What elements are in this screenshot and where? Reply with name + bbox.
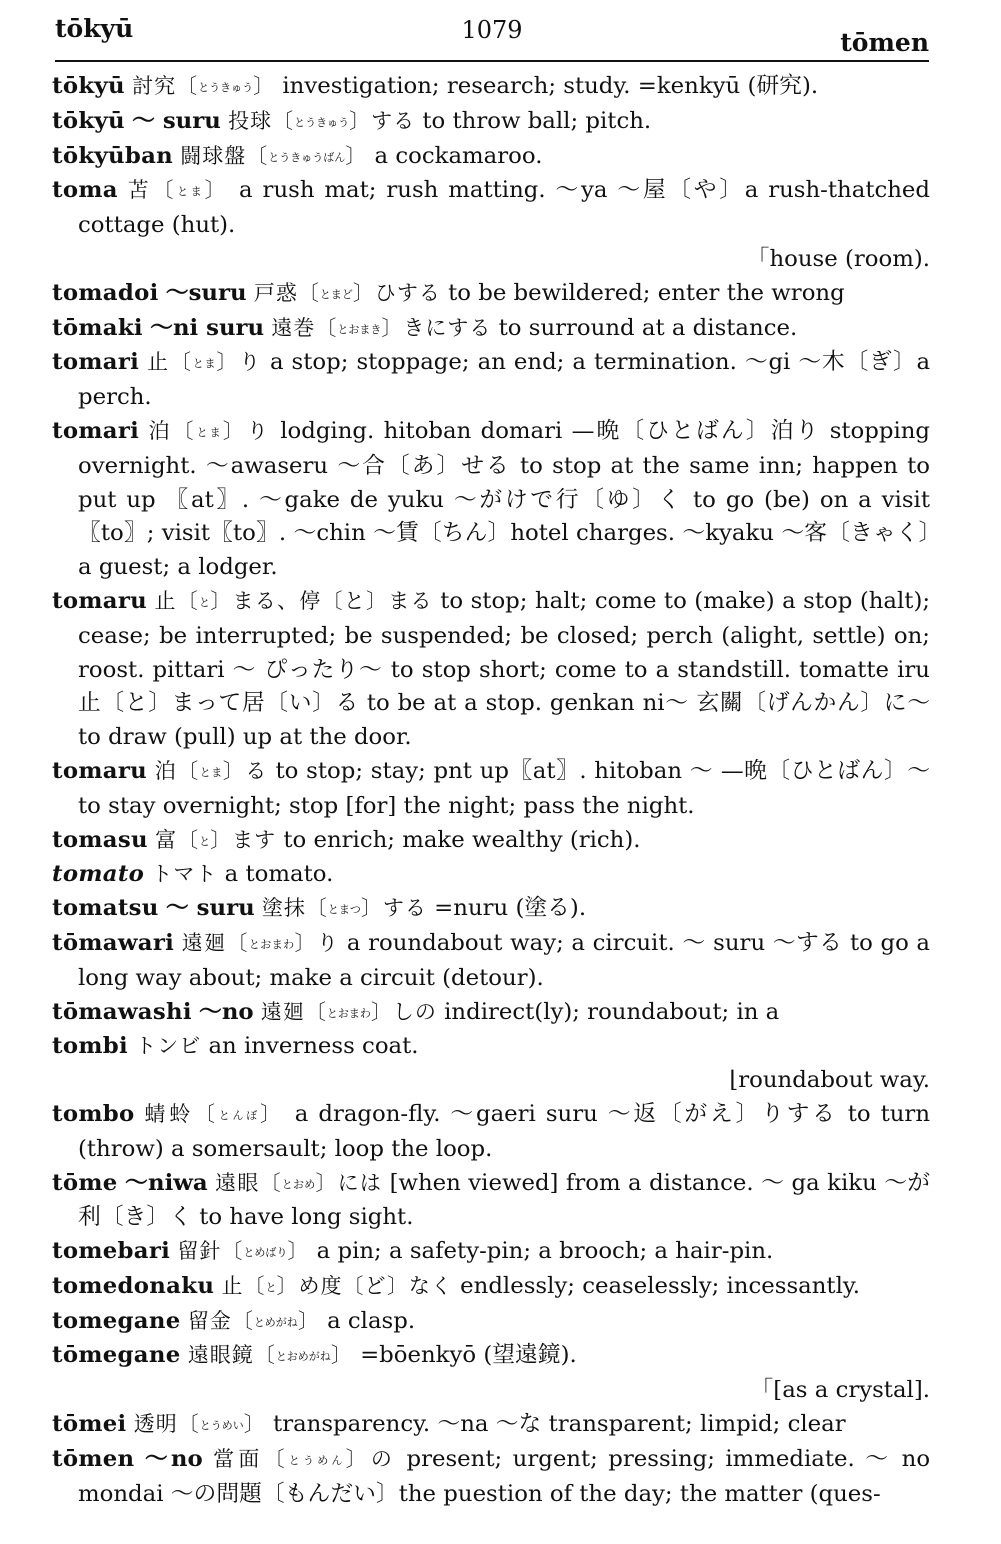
entry-kanji: 討究 (132, 74, 177, 98)
page-number: 1079 (461, 16, 523, 44)
entry-kana-suffix: きにする (403, 315, 492, 340)
entry-kanji: 留針 (177, 1239, 222, 1264)
entry-subform: ～ suru (132, 107, 221, 134)
entry-kana-suffix: しの (392, 999, 437, 1024)
entry-reading: とおめ (281, 1177, 316, 1191)
entry-kanji: 戸惑 (253, 280, 298, 305)
entry-overflow-line: 「house (room). (746, 245, 930, 272)
dictionary-entry: tombo 蜻蛉〔とんぼ〕 a dragon-fly. ～gaeri suru ～返〔がえ〕りする to turn (throw) a somersault; loop the loop. (52, 1100, 931, 1162)
entry-reading: とんぼ (218, 1108, 261, 1122)
dictionary-entry: tōkyū 討究〔とうきゅう〕 investigation; research; study. =kenkyū (研究). (52, 73, 819, 99)
dictionary-entry: tomadoi ～suru 戸惑〔とまど〕ひする to be bewildered; enter the wrong (52, 279, 845, 306)
entry-headword: tomato (52, 861, 145, 888)
entry-kanji: 止 (147, 350, 170, 375)
entry-kanji: 止 (221, 1273, 244, 1298)
entry-headword: tombo (52, 1100, 135, 1127)
dictionary-entry (52, 1030, 930, 1098)
entry-kanji: 透明 (133, 1412, 178, 1437)
entry-reading: とうめん (288, 1453, 346, 1467)
entry-kanji: 泊 (148, 418, 173, 443)
entry-definition: a pin; a safety-pin; a brooch; a hair-pin. (316, 1238, 774, 1265)
entry-definition: a cockamaroo. (374, 142, 543, 169)
entry-definition: a tomato. (224, 861, 334, 888)
entry-headword: tōkyū (52, 73, 125, 99)
entry-kanji: 止 (154, 588, 177, 613)
entry-kanji: 遠廻 (181, 930, 227, 955)
entry-definition: an inverness coat. (208, 1033, 419, 1060)
page-header (55, 10, 929, 62)
entry-headword: tōmawashi (52, 998, 192, 1025)
entry-overflow-line: 「[as a crystal]. (750, 1377, 930, 1404)
entry-definition: a dragon-fly. ～gaeri suru ～返〔がえ〕りする to turn (throw) a somersault; loop the loop. (78, 1100, 931, 1162)
entry-headword: tomari (52, 349, 140, 376)
dictionary-entry: toma 苫〔とま〕 a rush mat; rush matting. ～ya ～屋〔や〕a rush-thatched cottage (hut). 「house (room). (52, 174, 930, 276)
entry-definition: to throw ball; pitch. (422, 107, 652, 134)
entry-list (52, 70, 930, 1511)
entry-subform: ～no (199, 998, 254, 1025)
entry-reading: とめばり (243, 1246, 288, 1260)
entry-headword: tomaru (52, 587, 148, 614)
entry-kanji: 遠廻 (260, 999, 305, 1024)
entry-kana-suffix: め度〔ど〕なく (298, 1273, 453, 1298)
entry-headword: tomedonaku (52, 1272, 215, 1299)
entry-reading: とま (199, 765, 223, 779)
entry-subform: ～suru (165, 279, 247, 306)
entry-kanji: 留金 (187, 1308, 232, 1333)
dictionary-entry: tomasu 富〔と〕ます to enrich; make wealthy (rich). (52, 826, 641, 853)
entry-reading: と (199, 595, 211, 609)
entry-definition: to surround at a distance. (498, 314, 798, 341)
entry-definition: [when viewed] from a distance. ～ ga kiku ～が利〔き〕く to have long sight. (78, 1169, 931, 1231)
entry-reading: とおめがね (275, 1350, 331, 1364)
entry-headword: tōmegane (52, 1342, 181, 1369)
dictionary-entry: tōmegane 遠眼鏡〔とおめがね〕 =bōenkyō (望遠鏡). 「[as a crystal]. (52, 1339, 930, 1408)
entry-subform: ～ni suru (150, 314, 265, 341)
entry-reading: とおまわ (248, 937, 295, 951)
entry-headword: tomari (52, 417, 140, 444)
dictionary-entry: tomegane 留金〔とめがね〕 a clasp. (52, 1307, 416, 1334)
entry-definition: a roundabout way; a circuit. ～ suru ～する to go a long way about; make a circuit (detour). (78, 929, 931, 991)
entry-definition: present; urgent; pressing; immediate. ～ no mondai ～の問題〔もんだい〕the puestion of the day; the matter (ques- (78, 1445, 931, 1507)
entry-reading: とおまき (337, 322, 382, 336)
entry-kana-suffix: り (246, 418, 271, 443)
entry-headword: tōmawari (52, 929, 175, 956)
dictionary-entry: tōmei 透明〔とうめい〕 transparency. ～na ～な transparent; limpid; clear (52, 1411, 846, 1438)
header-left-guide-word: tōkyū (55, 14, 134, 43)
entry-kanji: 泊 (154, 758, 178, 783)
entry-kanji: トマト (151, 862, 218, 887)
entry-reading: とま (192, 357, 217, 371)
entry-reading: と (199, 834, 211, 848)
entry-definition: lodging. hitoban domari —晩〔ひとばん〕泊り stopping overnight. ～awaseru ～合〔あ〕せる to stop at the same inn; happen to put up 〖at〗. ～gake de yuku ～がけで行〔ゆ〕く to go (be) on a visit〖to〗; visit〖to〗. ～chin ～賃〔ちん〕hotel charges. ～kyaku ～客〔きゃく〕a guest; a lodger. (78, 417, 931, 581)
entry-definition: indirect(ly); roundabout; in a (444, 998, 780, 1025)
entry-kanji: 蜻蛉 (144, 1101, 195, 1126)
dictionary-entry (52, 858, 930, 892)
entry-kana-suffix: には (337, 1170, 383, 1195)
entry-kanji: 遠巻 (271, 315, 316, 340)
entry-reading: とうきゅう (294, 115, 350, 129)
entry-overflow-line: ⌊roundabout way. (729, 1067, 930, 1094)
dictionary-entry: tōkyūban 闘球盤〔とうきゅうばん〕 a cockamaroo. (52, 142, 543, 169)
dictionary-entry: tomaru 泊〔とま〕る to stop; stay; pnt up〖at〗. hitoban ～ —晩〔ひとばん〕～ to stay overnight; stop [for] the night; pass the night. (52, 757, 930, 819)
entry-kanji: 闘球盤 (180, 143, 247, 168)
dictionary-entry: tōmawari 遠廻〔とおまわ〕り a roundabout way; a circuit. ～ suru ～する to go a long way about; make a circuit (detour). (52, 929, 931, 991)
entry-reading: とま (177, 185, 205, 199)
entry-headword: tōmei (52, 1411, 127, 1438)
dictionary-entry: tōmawashi ～no 遠廻〔とおまわ〕しの indirect(ly); roundabout; in a (52, 998, 780, 1025)
entry-reading: とまど (319, 287, 353, 301)
entry-headword: tōkyūban (52, 142, 174, 169)
entry-reading: とうめい (199, 1419, 244, 1433)
dictionary-entry: tōmen ～no 當面〔とうめん〕の present; urgent; pressing; immediate. ～ no mondai ～の問題〔もんだい〕the puestion of the day; the matter (ques- (52, 1445, 931, 1507)
dictionary-entry: tomari 止〔とま〕り a stop; stoppage; an end; a termination. ～gi ～木〔ぎ〕a perch. (52, 349, 931, 411)
entry-definition: investigation; research; study. =kenkyū (研究). (282, 73, 819, 99)
entry-kanji: 塗抹 (261, 896, 306, 921)
entry-reading: とうきゅう (198, 81, 254, 94)
dictionary-entry: tomari 泊〔とま〕り lodging. hitoban domari —晩〔ひとばん〕泊り stopping overnight. ～awaseru ～合〔あ〕せる to stop at the same inn; happen to put up 〖at〗. ～gake de yuku ～がけで行〔ゆ〕く to go (be) on a visit〖to〗; visit〖to〗. ～chin ～賃〔ちん〕hotel charges. ～kyaku ～客〔きゃく〕a guest; a lodger. (52, 417, 931, 581)
entry-definition: to enrich; make wealthy (rich). (283, 826, 641, 853)
entry-kana-suffix: る (245, 758, 268, 783)
entry-kana-suffix: ひする (374, 280, 441, 305)
entry-definition: endlessly; ceaselessly; incessantly. (460, 1272, 860, 1299)
entry-definition: transparency. ～na ～な transparent; limpid; clear (273, 1411, 846, 1438)
entry-kanji: 當面 (213, 1446, 264, 1471)
entry-headword: tomatsu (52, 895, 159, 922)
entry-kanji: 苫 (127, 178, 153, 203)
entry-subform: ～no (144, 1445, 203, 1472)
entry-reading: とまつ (327, 903, 361, 917)
dictionary-entry: tomebari 留針〔とめばり〕 a pin; a safety-pin; a brooch; a hair-pin. (52, 1238, 774, 1265)
entry-kana-suffix: り (316, 930, 340, 955)
entry-kana-suffix: する (382, 896, 427, 921)
entry-headword: toma (52, 177, 118, 204)
entry-kana-suffix: り (239, 350, 262, 375)
header-right-guide-word: tōmen (840, 28, 929, 57)
dictionary-entry: tōmaki ～ni suru 遠巻〔とおまき〕きにする to surround at a distance. (52, 314, 798, 341)
entry-definition: to be bewildered; enter the wrong (448, 279, 845, 306)
dictionary-entry: tomedonaku 止〔と〕め度〔ど〕なく endlessly; ceaselessly; incessantly. (52, 1272, 860, 1299)
entry-headword: tomasu (52, 826, 148, 853)
entry-headword: tomegane (52, 1307, 181, 1334)
entry-headword: tomebari (52, 1238, 171, 1265)
entry-headword: tomadoi (52, 279, 159, 306)
entry-definition: a clasp. (327, 1307, 416, 1334)
entry-headword: tombi (52, 1033, 128, 1060)
entry-definition: to stop; halt; come to (make) a stop (halt); cease; be interrupted; be suspended; be closed; perch (alight, settle) on; roost. pittari ～ ぴったり～ to stop short; come to a standstill. tomatte iru 止〔と〕まって居〔い〕る to be at a stop. genkan ni～ 玄關〔げんかん〕に～ to draw (pull) up at the door. (78, 587, 931, 751)
entry-reading: とうきゅうばん (268, 150, 346, 164)
entry-kanji: トンビ (135, 1034, 202, 1059)
dictionary-entry: tōkyū ～ suru 投球〔とうきゅう〕する to throw ball; pitch. (52, 107, 652, 134)
entry-kanji: 富 (155, 827, 178, 852)
entry-kana-suffix: の (370, 1446, 397, 1471)
entry-kanji: 遠眼鏡 (187, 1343, 254, 1368)
entry-definition: a rush mat; rush matting. ～ya ～屋〔や〕a rush-thatched cottage (hut). (78, 177, 931, 239)
entry-kanji: 投球 (228, 108, 273, 133)
entry-kanji: 遠眼 (215, 1170, 260, 1195)
entry-headword: tōkyū (52, 107, 125, 134)
entry-headword: tōmaki (52, 314, 143, 341)
entry-definition: =nuru (塗る). (434, 895, 587, 922)
entry-definition: to stop; stay; pnt up〖at〗. hitoban ～ —晩〔ひとばん〕～ to stay overnight; stop [for] the night; pass the night. (78, 757, 930, 819)
entry-kana-suffix: ます (232, 827, 277, 852)
entry-headword: tomaru (52, 757, 148, 784)
entry-kana-suffix: する (371, 108, 416, 133)
entry-headword: tōmen (52, 1445, 135, 1472)
dictionary-entry: tomaru 止〔と〕まる、停〔と〕まる to stop; halt; come to (make) a stop (halt); cease; be interrupted; be suspended; be closed; perch (alight, settle) on; roost. pittari ～ ぴったり～ to stop short; come to a standstill. tomatte iru 止〔と〕まって居〔い〕る to be at a stop. genkan ni～ 玄關〔げんかん〕に～ to draw (pull) up at the door. (52, 587, 931, 751)
dictionary-entry: tomatsu ～ suru 塗抹〔とまつ〕する =nuru (塗る). (52, 895, 587, 922)
entry-reading: と (265, 1280, 277, 1294)
entry-definition: a stop; stoppage; an end; a termination. ～gi ～木〔ぎ〕a perch. (78, 349, 931, 411)
dictionary-entry: tōme ～niwa 遠眼〔とおめ〕には [when viewed] from a distance. ～ ga kiku ～が利〔き〕く to have long sight. (52, 1169, 931, 1231)
entry-reading: とおまわ (326, 1006, 371, 1020)
entry-subform: ～ suru (165, 895, 255, 922)
entry-subform: ～niwa (125, 1169, 208, 1196)
entry-definition: =bōenkyō (望遠鏡). (360, 1342, 577, 1369)
entry-headword: tōme (52, 1169, 118, 1196)
entry-reading: とめがね (253, 1315, 298, 1329)
entry-reading: とま (196, 425, 223, 439)
entry-kana-suffix: まる、停〔と〕まる (232, 588, 433, 613)
